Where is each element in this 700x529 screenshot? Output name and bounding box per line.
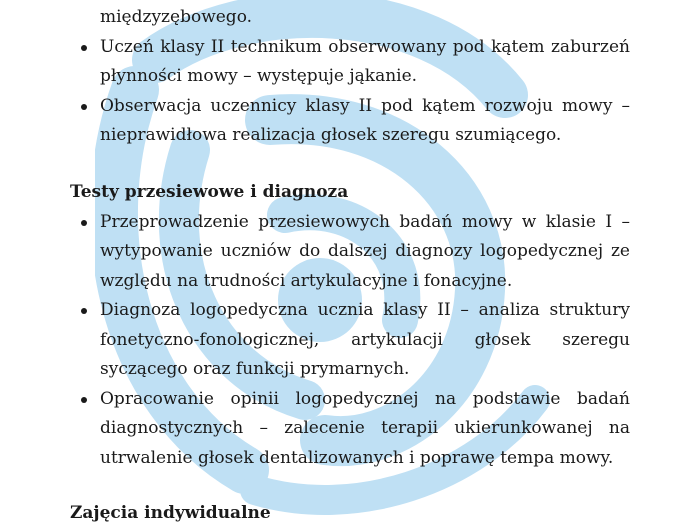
- list-item: Diagnoza logopedyczna ucznia klasy II – analiza struktury fonetyczno-fonologicznej, artykulacji głosek szeregu syczącego oraz funkcji prymarnych.: [100, 296, 630, 385]
- list-item: Przeprowadzenie przesiewowych badań mowy w klasie I – wytypowanie uczniów do dalszej diagnozy logopedycznej ze względu na trudności artykulacyjne i fonacyjne.: [100, 208, 630, 297]
- observation-list: [0, 3, 700, 151]
- section-screening: [0, 178, 700, 473]
- screening-list: [0, 208, 700, 474]
- list-item: Uczeń klasy II technikum obserwowany pod kątem zaburzeń płynności mowy – występuje jąkanie.: [100, 33, 630, 92]
- list-item: Opracowanie opinii logopedycznej na podstawie badań diagnostycznych – zalecenie terapii ukierunkowanej na utrwalenie głosek dentalizowanych i poprawę tempa mowy.: [100, 385, 630, 474]
- section-individual: [0, 499, 700, 529]
- section-observations: [0, 3, 700, 151]
- section-heading: Zajęcia indywidualne: [70, 503, 271, 523]
- list-item: Obserwacja uczennicy klasy II pod kątem rozwoju mowy – nieprawidłowa realizacja głosek szeregu szumiącego.: [100, 92, 630, 151]
- list-item: międzyzębowego.: [100, 7, 253, 27]
- section-heading: Testy przesiewowe i diagnoza: [70, 182, 349, 202]
